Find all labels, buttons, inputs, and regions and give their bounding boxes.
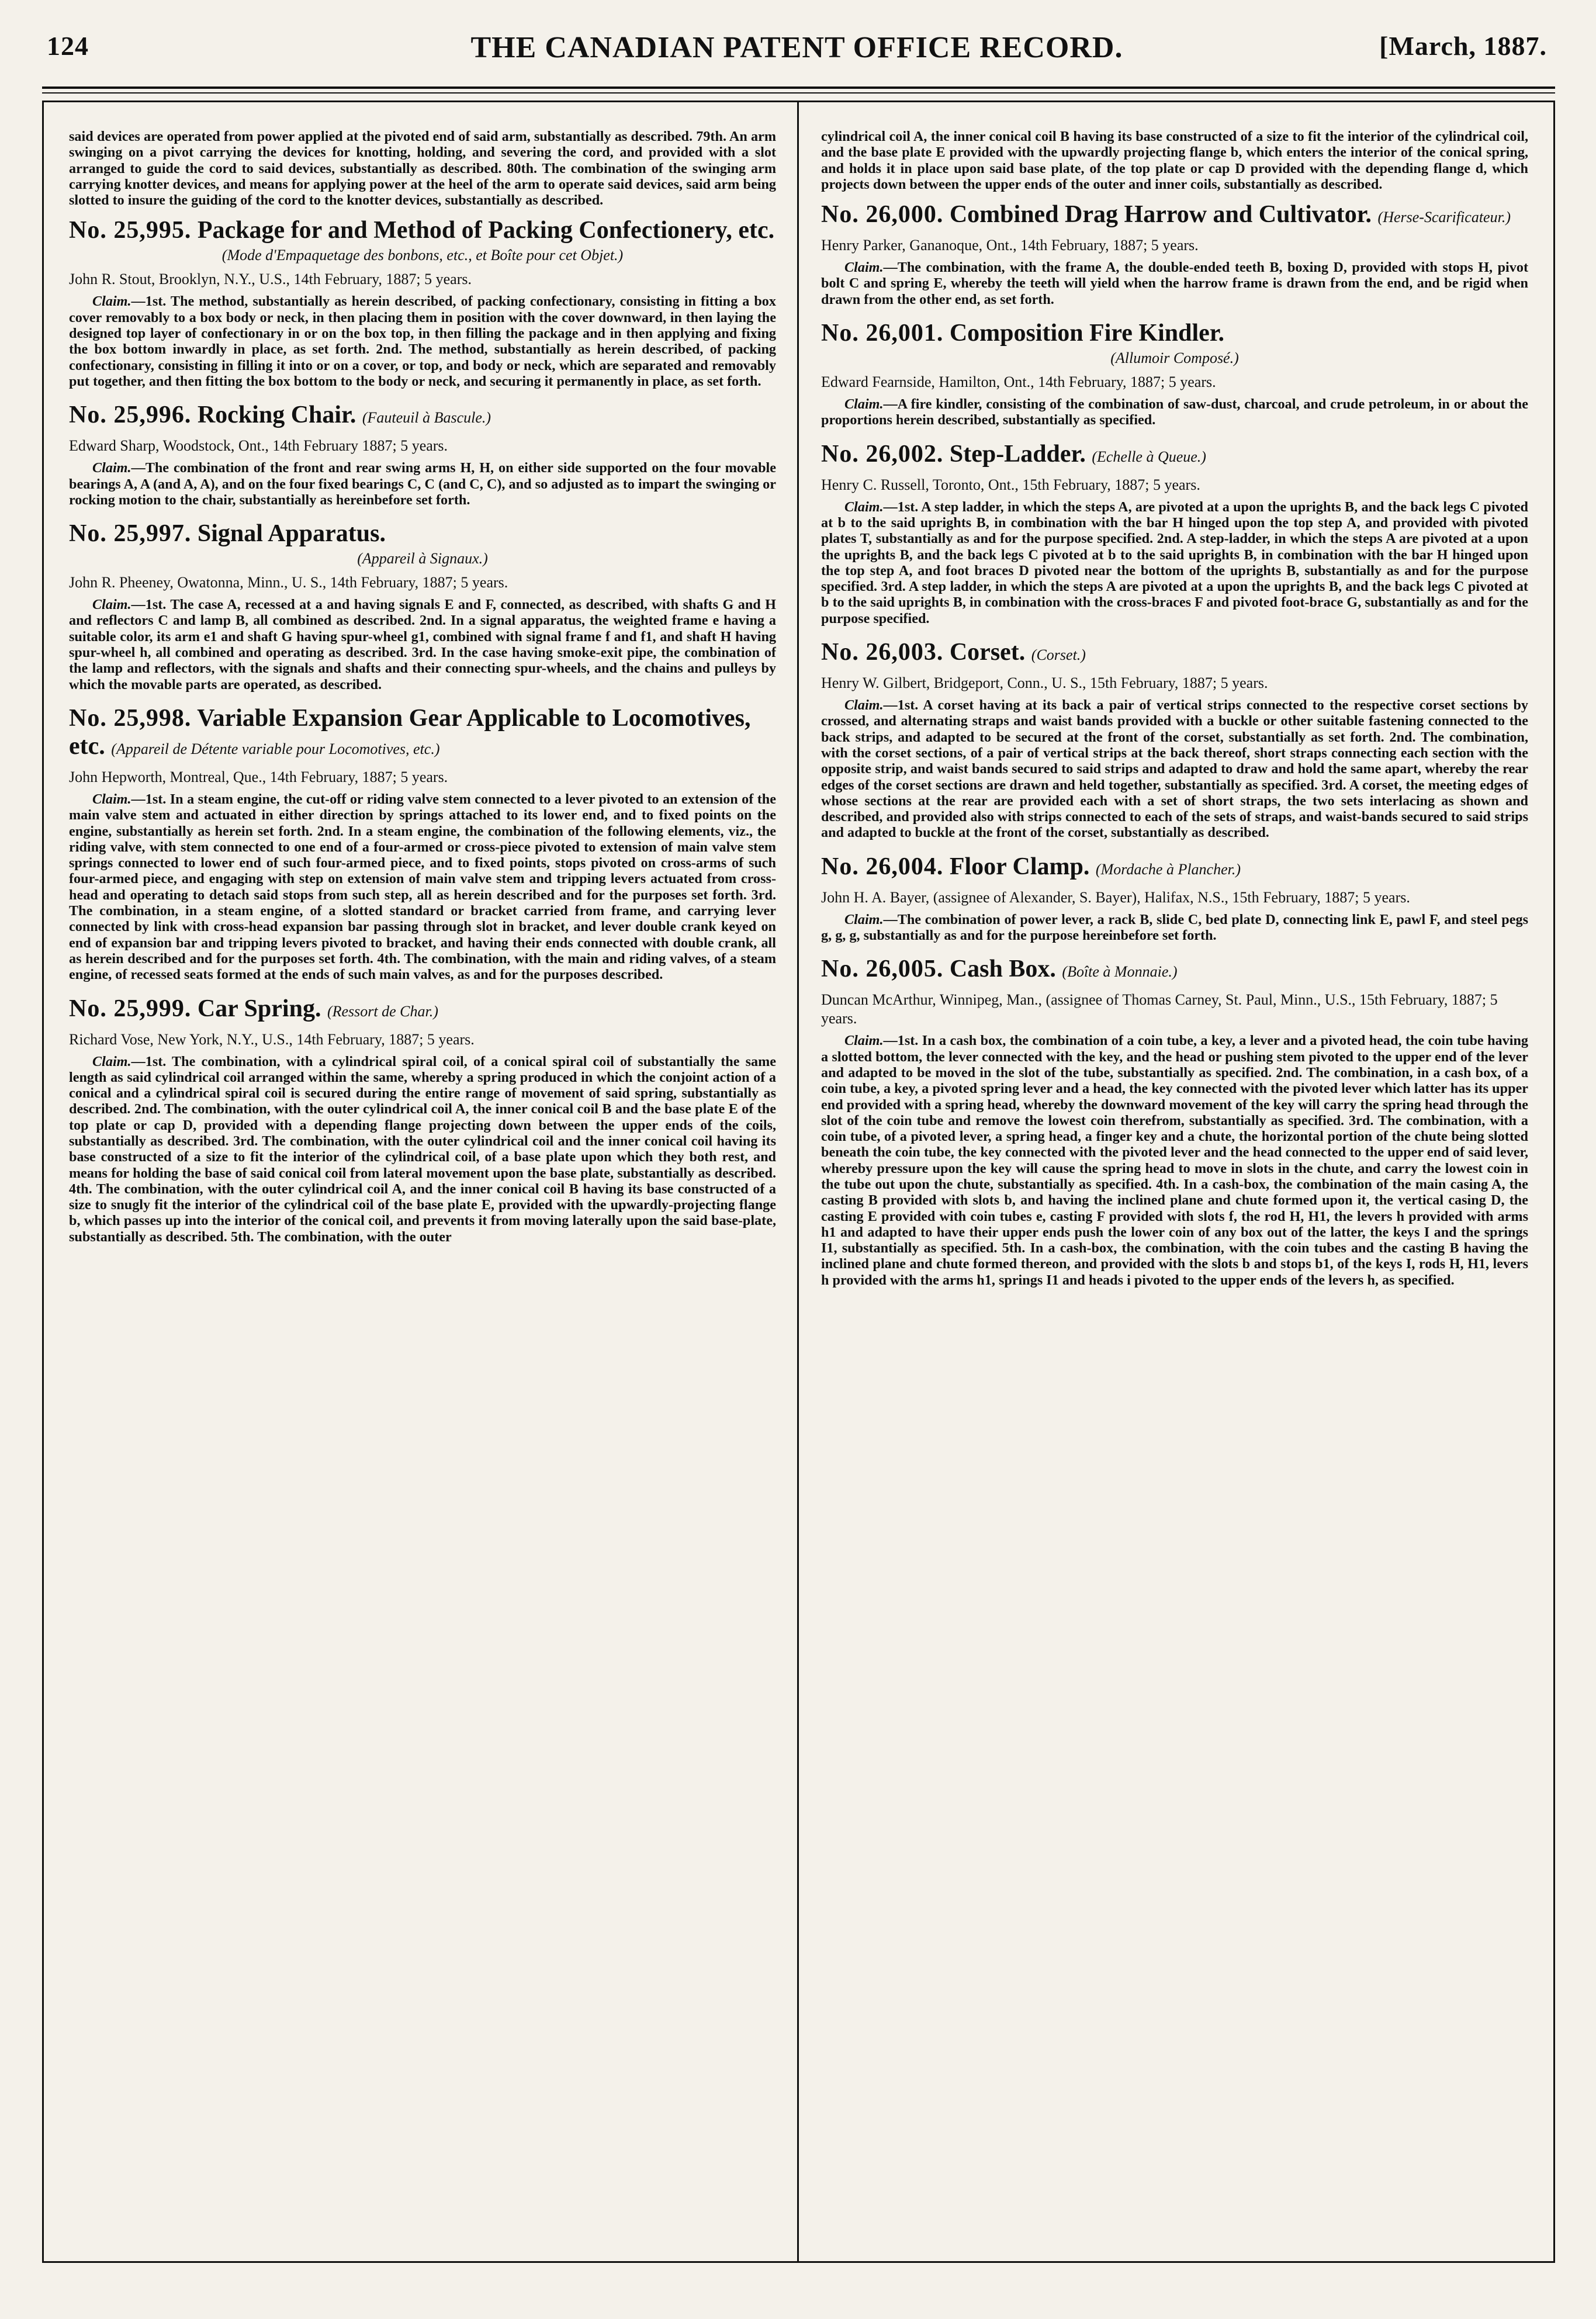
patent-entry: [821, 955, 1528, 1288]
claim-label: Claim.: [844, 396, 884, 413]
claim-text: [821, 1033, 1528, 1288]
claim-body: —1st. The case A, recessed at a and having signals E and F, connected, as described, with shafts G and H and reflectors C and lamp B, all combined as described. 2nd. In a signal apparatus, the weighted frame e having a suitable color, its arm e1 and shaft G having spur-wheel g1, combined with signal frame f and f1, and shaft H having spur-wheel h, all combined and operating as described. 3rd. In the case having smoke-exit pipe, the combination of the lamp and reflectors, with the signals and shafts and their connecting spur-wheels, and the chains and pulleys by which the movable parts are operated, as described.: [69, 597, 776, 693]
patent-title: Cash Box.: [949, 956, 1056, 983]
claim-label: Claim.: [92, 597, 131, 613]
claim-body: —1st. A corset having at its back a pair of vertical strips connected to the respective corset sections by crossed, and alternating straps and waist bands provided with a buckle or other suitable fastening connected to the back strips, and adapted to be secured at the front of the corset, substantially as set forth. 2nd. The combination, with the corset sections, of a pair of vertical strips at the back thereof, short straps connecting each section with the opposite strip, and waist bands secured to said strips and adapted to draw and hold the same apart, whereby the rear edges of the corset sections are drawn and held together, substantially as specified. 3rd. A corset, the meeting edges of whose sections at the rear are provided each with a set of short straps, the two sets interlacing as shown and described, and provided also with strips connected to each of the sets of straps, and waist-bands secured to said strips and adapted to buckle at the front of the corset, substantially as described.: [821, 697, 1528, 841]
claim-text: [821, 396, 1528, 428]
entry-title: [69, 995, 776, 1026]
entry-title: [821, 200, 1528, 231]
inventor-line: Duncan McArthur, Winnipeg, Man., (assignee of Thomas Carney, St. Paul, Minn., U.S., 15th February, 1887; 5 years.: [821, 991, 1498, 1027]
patent-number: No. 25,996.: [69, 402, 192, 429]
patent-title: Composition Fire Kindler.: [949, 320, 1225, 347]
right-column: [821, 129, 1528, 2244]
inventor-line: Henry C. Russell, Toronto, Ont., 15th February, 1887; 5 years.: [821, 476, 1200, 493]
claim-text: [69, 597, 776, 693]
patent-title: Signal Apparatus.: [197, 520, 386, 548]
claim-body: —1st. A step ladder, in which the steps A, are pivoted at a upon the uprights B, and the back legs C pivoted at b to the said uprights B, in combination with the bar H hinged upon the top step A, and provided with pivoted plates T, substantially as and for the purpose specified. 2nd. A step-ladder, in which the steps A are pivoted at a upon the uprights B, and the back legs C pivoted at b to the said uprights B, in combination with the bar H hinged upon the top step A, and foot braces D pivoted near the bottom of the uprights B, substantially as and for the purpose specified. 3rd. A step ladder, in which the steps A are pivoted at a upon the uprights B, and the back legs C pivoted at b to the said uprights B, in combination with the cross-braces F and pivoted foot-brace G, substantially as and for the purpose specified.: [821, 499, 1528, 627]
patent-number: No. 25,999.: [69, 995, 192, 1022]
patent-title: Step-Ladder.: [949, 440, 1086, 468]
claim-body: —1st. In a cash box, the combination of a coin tube, a key, a lever and a pivoted head, the coin tube having a slotted bottom, the lever connected with the key, and the head or pushing stem pivoted to the upper end of the lever and adapted to be moved in the slot of the tube, substantially as specified. 2nd. The combination, in a cash box, of a coin tube, a key, a pivoted spring lever and a head, the key connected with the pivoted lever which latter has its upper end provided with a spring head, whereby the downward movement of the key will carry the spring head through the slot of the coin tube and remove the lowest coin therefrom, substantially as specified. 3rd. The combination, with a coin tube, of a pivoted lever, a spring head, a finger key and a chute, the horizontal portion of the chute being slotted beneath the coin tube, the key connected with the pivoted lever and the head connected to the upper end of said lever, whereby pressure upon the key will cause the spring head to move in slots in the chute, and carry the lowest coin in the tube out upon the chute, substantially as specified. 4th. In a cash-box, the combination of the main casing A, the casting B provided with slots b, and having the inclined plane and chute formed upon it, the vertical casing D, the casting E provided with coin tubes e, casting F provided with slots f, the rod H, H1, the levers h provided with arms h1 and adapted to have their upper ends push the lower coin of any box out of the latter, the keys I and the springs I1, substantially as specified. 5th. In a cash-box, the combination, with the coin tubes and the casting B having the inclined plane and chute formed thereon, and provided with the slots b and stops b1, of the keys I, rods H, H1, levers h provided with the arms h1, springs I1 and heads i pivoted to the upper ends of the levers h, as specified.: [821, 1033, 1528, 1288]
page-title: THE CANADIAN PATENT OFFICE RECORD.: [470, 31, 1123, 64]
patent-number: No. 25,998.: [69, 704, 192, 732]
french-title: (Ressort de Char.): [327, 1002, 438, 1020]
claim-text: [69, 460, 776, 508]
french-title: (Herse-Scarificateur.): [1377, 209, 1511, 226]
continued-claim-text: said devices are operated from power applied at the pivoted end of said arm, substantially as described. 79th. An arm swinging on a pivot carrying the devices for knotting, holding, and severing the cord, and provided with a slot arranged to guide the cord to said devices, substantially as described. 80th. The combination of the swinging arm carrying knotter devices, and means for applying power at the heel of the arm to operate said devices, said arm being slotted to insure the guiding of the cord to the knotter devices, substantially as described.: [69, 129, 776, 209]
claim-body: —The combination, with the frame A, the double-ended teeth B, boxing D, provided with stops H, pivot bolt C and spring E, whereby the teeth will yield when the harrow frame is drawn from the end, and be rigid when drawn from the other end, as set forth.: [821, 259, 1528, 307]
claim-text: [821, 499, 1528, 627]
patent-entry: [69, 401, 776, 508]
french-title: (Mordache à Plancher.): [1095, 860, 1241, 878]
patent-entry: [821, 853, 1528, 944]
french-title: (Boîte à Monnaie.): [1062, 963, 1178, 981]
patent-title: Combined Drag Harrow and Cultivator.: [949, 201, 1372, 229]
patent-entry: [69, 520, 776, 693]
claim-label: Claim.: [92, 1053, 131, 1069]
entry-title: [821, 440, 1528, 471]
patent-entry: [69, 995, 776, 1245]
french-title: (Fauteuil à Bascule.): [362, 409, 491, 427]
patent-number: No. 25,997.: [69, 520, 192, 548]
claim-text: [69, 293, 776, 389]
entry-title: [69, 704, 776, 763]
inventor-line: Henry Parker, Gananoque, Ont., 14th February, 1887; 5 years.: [821, 237, 1199, 254]
french-title: (Appareil à Signaux.): [357, 550, 488, 567]
patent-title: Package for and Method of Packing Confectionery, etc.: [197, 217, 775, 244]
claim-label: Claim.: [92, 791, 131, 807]
entry-title: [821, 319, 1528, 347]
patent-number: No. 26,001.: [821, 320, 944, 347]
french-title: (Mode d'Empaquetage des bonbons, etc., et Boîte pour cet Objet.): [221, 247, 624, 264]
french-title: (Appareil de Détente variable pour Locomotives, etc.): [111, 740, 440, 757]
patent-entry: [69, 216, 776, 389]
inventor-line: Henry W. Gilbert, Bridgeport, Conn., U. S., 15th February, 1887; 5 years.: [821, 674, 1268, 692]
entry-title: [69, 520, 776, 548]
claim-label: Claim.: [844, 1033, 884, 1049]
inventor-line: John Hepworth, Montreal, Que., 14th February, 1887; 5 years.: [69, 768, 448, 785]
left-column: [69, 129, 776, 2244]
inventor-line: Richard Vose, New York, N.Y., U.S., 14th February, 1887; 5 years.: [69, 1030, 475, 1048]
claim-body: —A fire kindler, consisting of the combination of saw-dust, charcoal, and crude petroleum, in or about the proportions herein described, substantially as specified.: [821, 396, 1528, 428]
claim-label: Claim.: [92, 293, 131, 310]
patent-number: No. 26,004.: [821, 853, 944, 880]
claim-label: Claim.: [844, 697, 884, 714]
patent-entry: [821, 440, 1528, 627]
entry-title: [69, 401, 776, 432]
claim-text: [821, 259, 1528, 307]
issue-date: [March, 1887.: [1379, 31, 1547, 61]
inventor-line: John R. Pheeney, Owatonna, Minn., U. S., 14th February, 1887; 5 years.: [69, 574, 508, 591]
patent-entry: [821, 200, 1528, 307]
inventor-line: John R. Stout, Brooklyn, N.Y., U.S., 14th February, 1887; 5 years.: [69, 271, 472, 288]
patent-entry: [69, 704, 776, 983]
claim-text: [821, 912, 1528, 944]
patent-title: Corset.: [949, 639, 1026, 666]
header-rule: [42, 86, 1555, 89]
inventor-line: John H. A. Bayer, (assignee of Alexander, S. Bayer), Halifax, N.S., 15th February, 1887; 5 years.: [821, 888, 1410, 906]
inventor-line: Edward Fearnside, Hamilton, Ont., 14th February, 1887; 5 years.: [821, 373, 1216, 391]
claim-text: [821, 697, 1528, 841]
patent-title: Variable Expansion Gear Applicable to Locomotives, etc.: [69, 704, 751, 760]
page-number: 124: [47, 31, 89, 61]
patent-number: No. 26,002.: [821, 440, 944, 468]
claim-body: —1st. In a steam engine, the cut-off or riding valve stem connected to a lever pivoted to an extension of the main valve stem and actuated in either direction by springs attached to its lower end, and to fixed points on the engine, substantially as herein set forth. 2nd. In a steam engine, the combination of the following elements, viz., the riding valve, with stem connected to one end of a four-armed or cross-piece pivoted to extension of main valve stem springs connected to lower end of such four-armed piece, and to fixed points, stops pivoted on cross-arms of such four-armed piece, and engaging with step on extension of main valve stem and tripping levers actuated from cross-head and operating to detach said stops from such step, all as herein described and for the purposes set forth. 3rd. The combination, in a steam engine, of a slotted standard or bracket carried from frame, and carrying lever connected by link with cross-head expansion bar passing through slot in bracket, and lever double crank keyed on end of expansion bar and tripping levers pivoted to bracket, and having their ends connected with double crank, all as herein described and for the purposes set forth. 4th. The combination, with the main and riding valves, of a steam engine, of recessed seats formed at the ends of such main valves, as and for the purposes described.: [69, 791, 776, 983]
patent-title: Rocking Chair.: [197, 402, 356, 429]
entry-title: [69, 216, 776, 244]
continued-claim-text: cylindrical coil A, the inner conical coil B having its base constructed of a size to fit the interior of the cylindrical coil, and the base plate E provided with the upwardly projecting flange b, which enters the interior of the conical spring, and holds it in place upon said base plate, of the top plate or cap D provided with the depending flange d, which projects down between the upper ends of the outer and inner coils, substantially as described.: [821, 129, 1528, 192]
page-header: [47, 30, 1547, 77]
french-title: (Allumoir Composé.): [1110, 349, 1239, 367]
entry-title: [821, 853, 1528, 884]
patent-title: Floor Clamp.: [949, 853, 1090, 880]
patent-entry: [821, 638, 1528, 841]
column-divider: [797, 101, 799, 2263]
patent-number: No. 26,000.: [821, 201, 944, 229]
claim-body: —The combination of the front and rear swing arms H, H, on either side supported on the four movable bearings A, A (and A, A), and on the four fixed bearings C, C (and C, C), and so adjusted as to impart the swinging or rocking motion to the chair, substantially as hereinbefore set forth.: [69, 460, 776, 508]
claim-body: —The combination of power lever, a rack B, slide C, bed plate D, connecting link E, pawl F, and steel pegs g, g, g, substantially as and for the purpose hereinbefore set forth.: [821, 911, 1528, 944]
header-rule-thin: [42, 92, 1555, 94]
entry-title: [821, 638, 1528, 669]
inventor-line: Edward Sharp, Woodstock, Ont., 14th February 1887; 5 years.: [69, 437, 448, 455]
patent-entry: [821, 319, 1528, 428]
claim-text: [69, 791, 776, 983]
patent-number: No. 26,005.: [821, 956, 944, 983]
claim-label: Claim.: [844, 499, 884, 515]
patent-number: No. 26,003.: [821, 639, 944, 666]
french-title: (Corset.): [1031, 646, 1086, 664]
claim-body: —1st. The method, substantially as herein described, of packing confectionary, consisting in fitting a box cover removably to a box body or neck, in then placing them in position with the cover downward, in then laying the designed top layer of confectionary in or on the box top, in then filling the package and in then applying and fixing the box bottom inwardly in place, as set forth. 2nd. The method, substantially as herein described, of packing confectionary, consisting in filling it into or on a cover, or top, and body or neck, which are separated and removably put together, and then fitting the box bottom to the body or neck, and securing it permanently in place, as set forth.: [69, 293, 776, 389]
claim-label: Claim.: [844, 911, 884, 927]
claim-label: Claim.: [844, 259, 884, 276]
patent-title: Car Spring.: [197, 995, 321, 1022]
claim-label: Claim.: [92, 460, 131, 476]
french-title: (Echelle à Queue.): [1092, 448, 1206, 465]
claim-text: [69, 1054, 776, 1245]
entry-title: [821, 955, 1528, 986]
claim-body: —1st. The combination, with a cylindrical spiral coil, of a conical spiral coil of substantially the same length as said cylindrical coil arranged within the same, whereby a spring produced in which the conjoint action of a conical and a cylindrical spiral coil is secured during the entire range of movement of said spring, substantially as described. 2nd. The combination, with the outer cylindrical coil A, the inner conical coil B and the base plate E of the top plate or cap D, provided with a depending flange projecting down between the upper ends of the coils, substantially as described. 3rd. The combination, with the outer cylindrical coil and the inner conical coil having its base constructed of a size to fit the interior of the cylindrical coil, of a base plate upon which they both rest, and means for holding the base of said conical coil from lateral movement upon the base plate, substantially as described. 4th. The combination, with the outer cylindrical coil A, and the inner conical coil B having its base constructed of a size to snugly fit the interior of the cylindrical coil of the base plate E, provided with the upwardly-projecting flange b, which passes up into the interior of the conical coil, and prevents it from moving laterally upon the said base-plate, substantially as described. 5th. The combination, with the outer: [69, 1053, 776, 1245]
patent-number: No. 25,995.: [69, 217, 192, 244]
